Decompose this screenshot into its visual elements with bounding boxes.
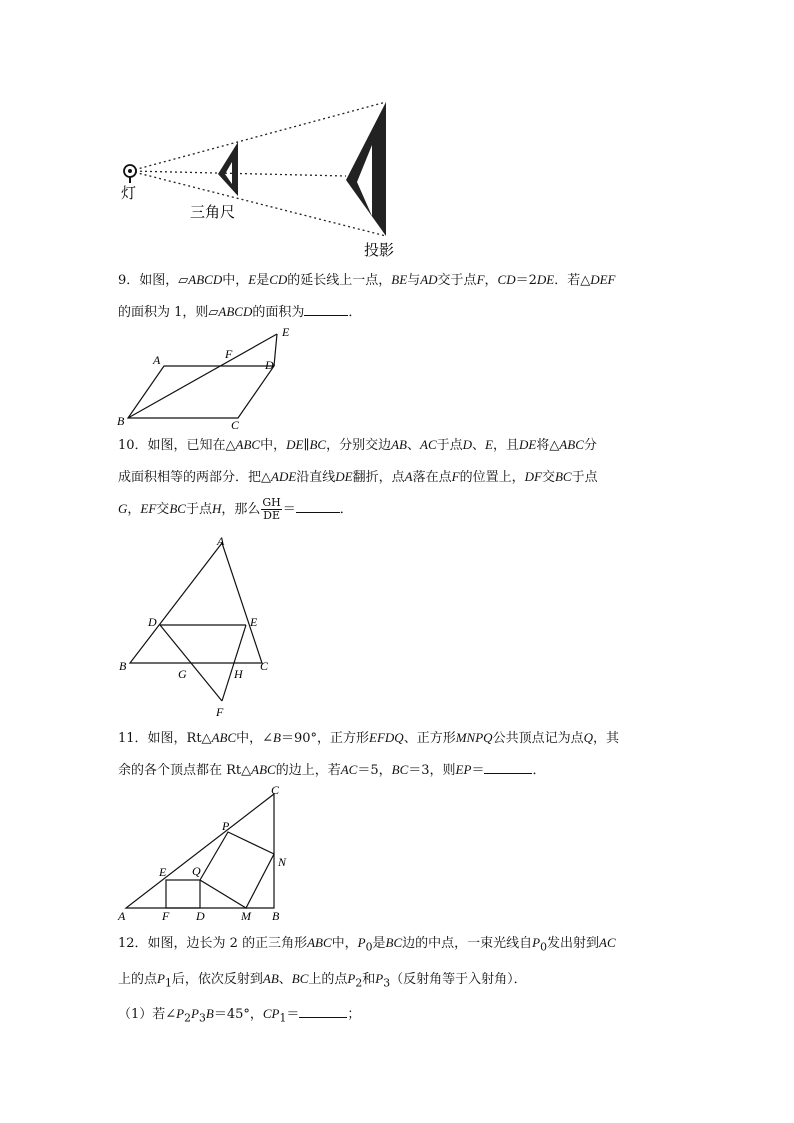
svg-text:E: E — [282, 325, 290, 339]
svg-text:F: F — [216, 705, 224, 718]
svg-text:D: D — [196, 909, 205, 923]
parallelogram-figure — [110, 322, 310, 434]
svg-text:Q: Q — [192, 864, 201, 878]
question-11-text: 11．如图，Rt△ABC中，∠B＝90°，正方形EFDQ、正方形MNPQ公共顶点记为点Q，其 余的各个顶点都在 Rt△ABC的边上，若AC＝5，BC＝3，则EP＝ ． — [118, 730, 619, 778]
svg-text:A: A — [153, 353, 161, 367]
lamp-label: 灯 — [121, 184, 137, 202]
answer-blank[interactable] — [484, 759, 532, 774]
svg-text:C: C — [271, 784, 280, 797]
svg-text:H: H — [234, 667, 243, 681]
projection-label: 投影 — [364, 241, 395, 259]
svg-text:A: A — [217, 534, 225, 548]
svg-text:C: C — [260, 659, 269, 673]
svg-text:D: D — [148, 615, 157, 629]
svg-text:N: N — [278, 855, 287, 869]
svg-text:P: P — [222, 819, 230, 833]
svg-text:G: G — [178, 667, 187, 681]
question-12-text: 12．如图，边长为 2 的正三角形ABC中，$P_0$是BC边的中点，一束光线自$P_0$发出射到AC 上的点$P_1$后，依次反射到AB、BC上的点$P_2$和$P_3$（反射角等于入射角）． （1）若$\angle P_2P_3B=45^\circ$，$CP_1=$ ； — [118, 935, 616, 1025]
svg-text:B: B — [119, 659, 127, 673]
triangle-ruler-shape — [218, 142, 238, 196]
ruler-label: 三角尺 — [190, 203, 236, 221]
svg-text:C: C — [231, 418, 240, 432]
svg-text:F: F — [162, 909, 170, 923]
svg-text:B: B — [117, 414, 125, 428]
svg-text:A: A — [118, 909, 126, 923]
answer-blank[interactable] — [304, 301, 348, 316]
svg-text:F: F — [225, 347, 233, 361]
question-9-text: 9．如图，▱ABCD中，E是CD的延长线上一点，BE与AD交于点F，CD＝2DE．若△DEF 的面积为 1，则▱ABCD的面积为 ． — [118, 272, 616, 320]
answer-blank[interactable] — [299, 1003, 347, 1018]
svg-text:B: B — [272, 909, 280, 923]
answer-blank[interactable] — [296, 498, 340, 513]
projection-shape — [346, 102, 386, 236]
svg-text:E: E — [159, 865, 167, 879]
fraction-gh-over-de: $\frac{GH}{DE}$ — [262, 496, 281, 522]
question-10-text: 10．如图，已知在△ABC中，DE∥BC，分别交边AB、AC于点D、E，且DE将△ABC分 成面积相等的两部分．把△ADE沿直线DE翻折，点A落在点F的位置上，DF交BC于点 G，EF交BC于点H，那么 $\frac{GH}{DE}$ ＝ ． — [118, 437, 598, 522]
right-triangle-squares-figure — [112, 784, 297, 924]
svg-text:D: D — [265, 358, 274, 372]
lamp-projection-figure — [110, 90, 430, 265]
triangle-fold-figure — [110, 533, 280, 718]
svg-text:M: M — [241, 909, 251, 923]
svg-text:E: E — [250, 615, 258, 629]
